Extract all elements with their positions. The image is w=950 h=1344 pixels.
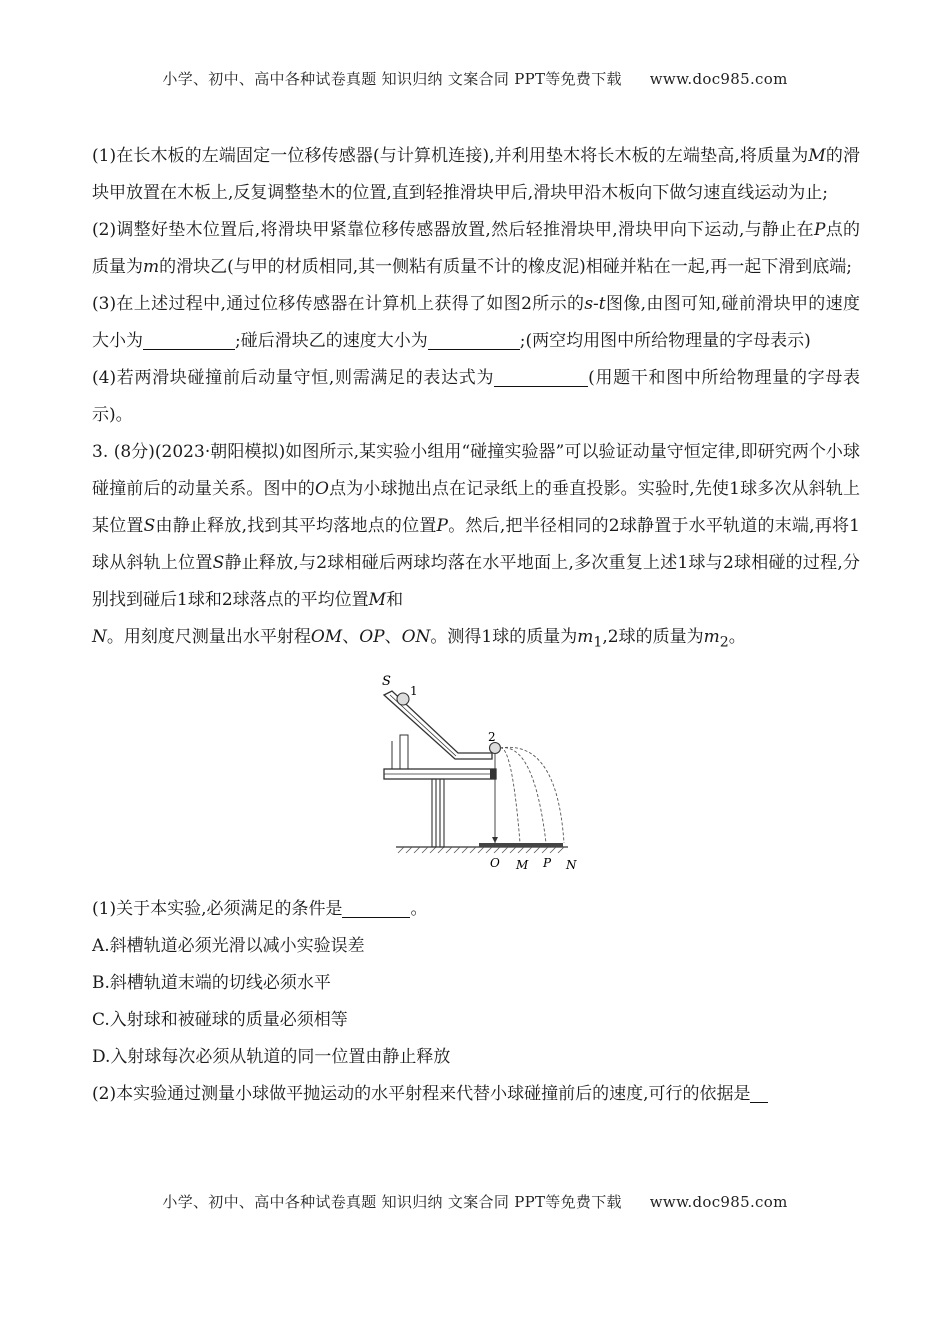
header-site: www.doc985.com: [649, 70, 788, 88]
q2-step4: [92, 360, 860, 434]
text: ,2球的质量为: [602, 627, 704, 647]
option-a: A.斜槽轨道必须光滑以减小实验误差: [92, 936, 365, 957]
text: 。测得1球的质量为: [430, 627, 578, 647]
subscript: 2: [719, 634, 729, 651]
trajectory-m: [500, 748, 520, 843]
ground-hatch: [398, 847, 564, 853]
page-footer: [0, 1191, 950, 1212]
page-content: [92, 138, 860, 1113]
answer-blank-4[interactable]: [342, 895, 410, 918]
var-S: S: [212, 553, 225, 573]
text: 。用刻度尺测量出水平射程: [106, 627, 311, 647]
answer-blank-1[interactable]: [143, 327, 235, 350]
text: (用题干和图中所给物理量的字母表示)。: [92, 368, 861, 425]
text: ;碰后滑块乙的速度大小为: [235, 331, 428, 351]
text: 的滑块甲放置在木板上,反复调整垫木的位置,直到轻推滑块甲后,滑块甲沿木板向下做匀速直线运动为止;: [92, 146, 861, 203]
var-M: M: [808, 146, 826, 166]
trajectory-n: [500, 748, 564, 844]
var-m2: m: [703, 627, 720, 647]
text: 、: [384, 627, 402, 647]
q3-sub1: [92, 891, 860, 928]
label-o: O: [490, 856, 500, 871]
text: 。: [410, 899, 428, 920]
footer-banner: 小学、初中、高中各种试卷真题 知识归纳 文案合同 PPT等免费下载: [162, 1193, 622, 1211]
text: (1)关于本实验,必须满足的条件是: [92, 899, 343, 920]
table-leg-right: [440, 779, 444, 847]
label-p: P: [543, 856, 552, 871]
plumb-arrow: [492, 837, 498, 843]
label-ball-1: 1: [410, 684, 418, 699]
var-OP: OP: [359, 627, 385, 647]
text: ;(两空均用图中所给物理量的字母表示): [519, 331, 811, 351]
var-m: m: [143, 257, 160, 277]
text: 。: [728, 627, 746, 647]
label-m: M: [516, 858, 529, 873]
table-leg-left: [432, 779, 436, 847]
q3-sub2: [92, 1076, 860, 1113]
option-c: C.入射球和被碰球的质量必须相等: [92, 1010, 348, 1031]
text: (3)在上述过程中,通过位移传感器在计算机上获得了如图2所示的: [92, 294, 585, 314]
text: 点为小球抛出点在记录纸上的垂直投影。实验时,先使1球多次从斜轨上某位置: [92, 479, 861, 536]
answer-blank-2[interactable]: [428, 327, 520, 350]
text: 和: [386, 590, 404, 610]
text: (2)本实验通过测量小球做平抛运动的水平射程来代替小球碰撞前后的速度,可行的依据是: [92, 1084, 751, 1105]
q2-step1: [92, 138, 860, 212]
var-m1: m: [577, 627, 594, 647]
record-paper: [479, 843, 563, 847]
text: 、: [342, 627, 360, 647]
text: 点的质量为: [92, 220, 860, 277]
option-d: D.入射球每次必须从轨道的同一位置由静止释放: [92, 1047, 451, 1068]
trajectory-p: [500, 748, 546, 843]
q3-intro: [92, 434, 860, 661]
var-N: N: [92, 627, 107, 647]
collision-apparatus-diagram: [362, 667, 592, 889]
text: 图像,由图可知,碰前滑块甲的速度大小为: [92, 294, 860, 351]
option-b: B.斜槽轨道末端的切线必须水平: [92, 973, 331, 994]
collision-apparatus-figure: [92, 667, 860, 889]
var-st: s-t: [584, 294, 606, 314]
text: 3. (8分)(2023·朝阳模拟)如图所示,某实验小组用“碰撞实验器”可以验证动量守恒定律,即研究两个小球碰撞前后的动量关系。图中的: [92, 442, 860, 499]
ball-1: [397, 693, 409, 705]
support-column: [400, 735, 408, 769]
answer-blank-3[interactable]: [494, 364, 588, 387]
q2-step2: [92, 212, 860, 286]
text: (1)在长木板的左端固定一位移传感器(与计算机连接),并利用垫木将长木板的左端垫高,将质量为: [92, 146, 809, 166]
subscript: 1: [593, 634, 603, 651]
q2-step3: [92, 286, 860, 360]
text: (4)若两滑块碰撞前后动量守恒,则需满足的表达式为: [92, 368, 495, 388]
var-OM: OM: [310, 627, 343, 647]
text: (2)调整好垫木位置后,将滑块甲紧靠位移传感器放置,然后轻推滑块甲,滑块甲向下运动,与静止在: [92, 220, 814, 240]
footer-site: www.doc985.com: [649, 1193, 788, 1211]
label-n: N: [566, 858, 577, 873]
text: 由静止释放,找到其平均落地点的位置: [155, 516, 437, 536]
label-s: S: [382, 674, 391, 690]
answer-blank-5[interactable]: [750, 1080, 768, 1103]
text: 静止释放,与2球相碰后两球均落在水平地面上,多次重复上述1球与2球相碰的过程,分别找到碰后1球和2球落点的平均位置: [92, 553, 860, 610]
var-P: P: [813, 220, 826, 240]
ball-2: [490, 743, 501, 754]
var-M: M: [368, 590, 387, 610]
var-O: O: [314, 479, 329, 499]
var-ON: ON: [401, 627, 431, 647]
header-banner: 小学、初中、高中各种试卷真题 知识归纳 文案合同 PPT等免费下载: [162, 70, 622, 88]
label-ball-2: 2: [488, 730, 496, 745]
var-S: S: [143, 516, 156, 536]
page-header: [0, 68, 950, 89]
text: 。然后,把半径相同的2球静置于水平轨道的末端,再将1球从斜轨上位置: [92, 516, 860, 573]
text: 的滑块乙(与甲的材质相同,其一侧粘有质量不计的橡皮泥)相碰并粘在一起,再一起下滑到底端;: [159, 257, 852, 277]
var-P: P: [436, 516, 448, 536]
